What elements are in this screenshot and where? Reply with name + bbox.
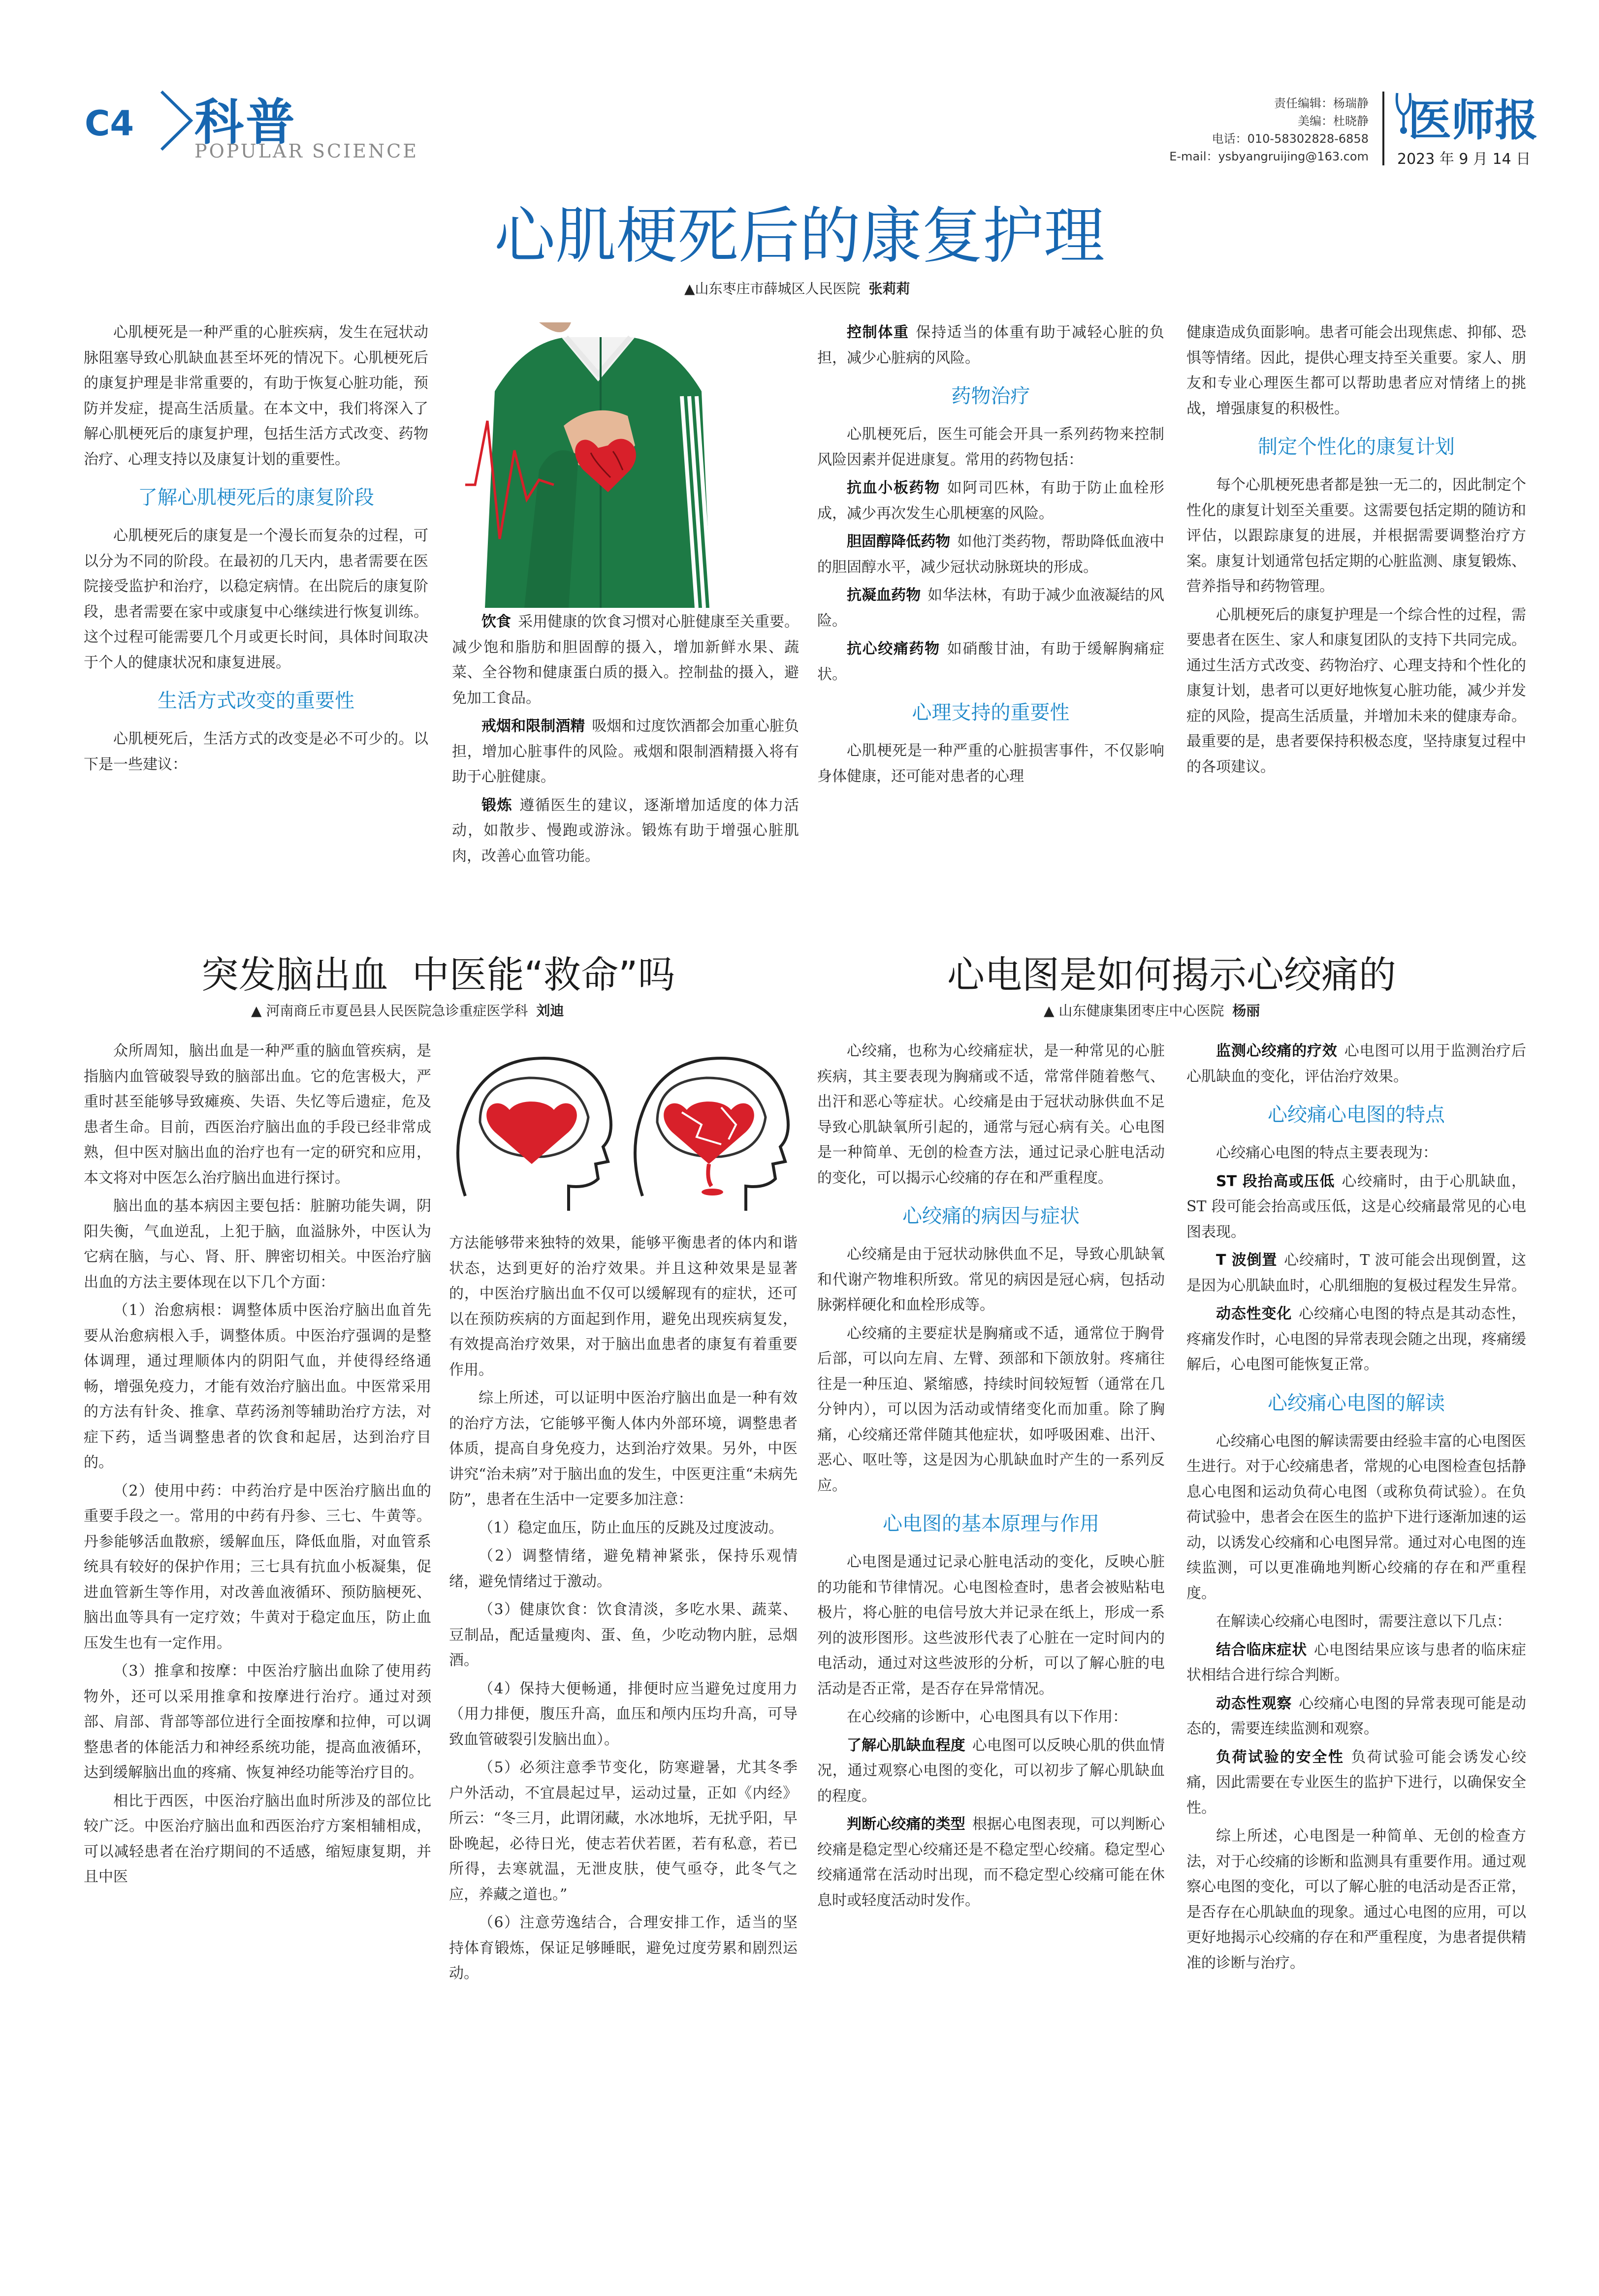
page-number: C4 (85, 103, 134, 144)
article1-col3 (817, 320, 1164, 792)
article3-col1 (817, 1038, 1165, 1916)
paragraph (1186, 602, 1526, 780)
article2-byline (251, 1000, 564, 1020)
paragraph-text: 吸烟和过度饮酒都会加重心脏负担，增加心脏事件的风险。戒烟和限制酒精摄入将有助于心脏健康。 (452, 718, 800, 786)
paragraph (1186, 1609, 1526, 1635)
article1-col4 (1186, 320, 1526, 783)
paragraph-text: 心肌梗死后的康复护理是一个综合性的过程，需要患者在医生、家人和康复团队的支持下共同完成。通过生活方式改变、药物治疗、心理支持和个性化的康复计划，患者可以更好地恢复心脏功能，减少并发症的风险，提高生活质量，并增加未来的健康寿命。最重要的是，患者要保持积极态度，坚持康复过程中的各项建议。 (1186, 606, 1526, 776)
paragraph-text: 心肌梗死是一种严重的心脏疾病，发生在冠状动脉阻塞导致心肌缺血甚至坏死的情况下。心肌梗死后的康复护理是非常重要的，有助于恢复心脏功能，预防并发症，提高生活质量。在本文中，我们将深入了解心肌梗死后的康复护理，包括生活方式改变、药物治疗、心理支持以及康复计划的重要性。 (84, 324, 428, 468)
paragraph-text: 心绞痛的主要症状是胸痛或不适，通常位于胸骨后部，可以向左肩、左臂、颈部和下颌放射。疼痛往往是一种压迫、紧缩感，持续时间较短暂（通常在几分钟内），可以因为活动或情绪变化而加重。除了胸痛，心绞痛还常伴随其他症状，如呼吸困难、出汗、恶心、呕吐等，这是因为心肌缺血时产生的一系列反应。 (817, 1324, 1165, 1494)
keyword: 结合临床症状 (1216, 1641, 1308, 1659)
paragraph (84, 320, 428, 472)
keyword: 饮食 (481, 613, 512, 630)
heart-attack-illustration (465, 322, 731, 608)
keyword: 负荷试验的安全性 (1216, 1748, 1344, 1766)
paragraph (1186, 1824, 1526, 1976)
subheading: 心理支持的重要性 (912, 701, 1070, 724)
keyword: 抗血小板药物 (847, 479, 940, 497)
chevron-right-icon (158, 89, 197, 153)
paragraph-text: 保持适当的体重有助于减轻心脏的负担，减少心脏病的风险。 (817, 324, 1165, 367)
paragraph (1186, 1140, 1526, 1166)
subheading: 心绞痛的病因与症状 (902, 1205, 1080, 1227)
paragraph (1186, 1637, 1526, 1688)
paragraph (817, 320, 1164, 371)
paragraph-text: （6）注意劳逸结合，合理安排工作，适当的坚持体育锻炼，保证足够睡眠，避免过度劳累和剧烈运动。 (449, 1914, 798, 1982)
paragraph (449, 1910, 798, 1986)
paragraph-text: （5）必须注意季节变化，防寒避暑，尤其冬季户外活动，不宜晨起过早，运动过量，正如《内经》所云：“冬三月，此谓闭藏，水冰地坼，无扰乎阳，早卧晚起，必待日光，使志若伏若匿，若有私意，若已所得，去寒就温，无泄皮肤，使气亟夺，此冬气之应，养藏之道也。” (449, 1759, 798, 1903)
paragraph (817, 1038, 1165, 1191)
paragraph (817, 422, 1164, 472)
article3-title: 心电图是如何揭示心绞痛的 (947, 953, 1396, 997)
paragraph (1186, 320, 1526, 421)
article2-author: 刘迪 (536, 1003, 564, 1019)
subheading: 制定个性化的康复计划 (1258, 436, 1455, 458)
paragraph (449, 1515, 798, 1541)
paragraph-text: （1）稳定血压，防止血压的反跳及过度波动。 (479, 1519, 784, 1537)
header-divider (1382, 92, 1384, 165)
article3-author: 杨丽 (1232, 1003, 1260, 1019)
paragraph-text: 心肌梗死后，生活方式的改变是必不可少的。以下是一些建议： (84, 730, 428, 773)
paragraph (817, 738, 1164, 789)
keyword: 抗凝血药物 (847, 587, 921, 604)
paragraph-text: 综上所述，心电图是一种简单、无创的检查方法，对于心绞痛的诊断和监测具有重要作用。通过观察心电图的变化，可以了解心脏的电活动是否正常，是否存在心肌缺血的现象。通过心电图的应用，可以更好地揭示心绞痛的存在和严重程度，为患者提供精准的诊断与治疗。 (1186, 1827, 1526, 1972)
subheading: 心绞痛心电图的解读 (1268, 1391, 1445, 1415)
paragraph (1186, 1691, 1526, 1742)
paragraph (817, 1242, 1165, 1318)
paragraph (449, 1755, 798, 1907)
paragraph (817, 636, 1164, 687)
paragraph (452, 793, 799, 869)
paragraph (817, 475, 1164, 526)
paragraph (84, 523, 428, 675)
paragraph-text: 心绞痛时，由于心肌缺血，ST 段可能会抬高或压低，这是心绞痛最常见的心电图表现。 (1186, 1172, 1527, 1241)
article1-author: 张莉莉 (868, 281, 910, 297)
paragraph-text: （4）保持大便畅通，排便时应当避免过度用力（用力排便，腹压升高，血压和颅内压均升高，可导致血管破裂引发脑出血）。 (449, 1680, 798, 1748)
subheading: 心绞痛心电图的特点 (1268, 1103, 1445, 1126)
paragraph-text: 相比于西医，中医治疗脑出血时所涉及的部位比较广泛。中医治疗脑出血和西医治疗方案相辅相成，可以减轻患者在治疗期间的不适感，缩短康复期，并且中医 (84, 1792, 431, 1886)
subheading: 心电图的基本原理与作用 (883, 1512, 1099, 1535)
brain-heart-illustration (446, 1038, 805, 1221)
paragraph-text: 方法能够带来独特的效果，能够平衡患者的体内和谐状态，达到更好的治疗效果。并且这种效果是显著的，中医治疗脑出血不仅可以缓解现有的症状，还可以在预防疾病的方面起到作用，避免出现疾病复发，有效提高治疗效果，对于脑出血患者的康复有着重要作用。 (449, 1234, 798, 1379)
paragraph (449, 1597, 798, 1673)
article2-col2 (449, 1230, 798, 1989)
keyword: 动态性变化 (1216, 1305, 1292, 1322)
article1-byline (684, 278, 910, 298)
section-title: 科普 (194, 94, 297, 151)
article2-byline-org: ▲ 河南商丘市夏邑县人民医院急诊重症医学科 (251, 1003, 528, 1019)
paragraph-text: 健康造成负面影响。患者可能会出现焦虑、抑郁、恐惧等情绪。因此，提供心理支持至关重要。家人、朋友和专业心理医生都可以帮助患者应对情绪上的挑战，增强康复的积极性。 (1186, 324, 1526, 417)
paragraph-text: 心绞痛心电图的解读需要由经验丰富的心电图医生进行。对于心绞痛患者，常规的心电图检查包括静息心电图和运动负荷心电图（或称负荷试验）。在负荷试验中，患者会在医生的监护下进行逐渐加速的运动，以诱发心绞痛和心电图异常。通过对心电图的连续监测，可以更准确地判断心绞痛的存在和严重程度。 (1186, 1432, 1526, 1602)
paragraph (1186, 1301, 1526, 1378)
paragraph-text: 心绞痛心电图的特点是其动态性，疼痛发作时，心电图的异常表现会随之出现，疼痛缓解后，心电图可能恢复正常。 (1186, 1305, 1527, 1373)
paragraph (84, 1194, 431, 1295)
paragraph-text: （3）健康饮食：饮食清淡，多吃水果、蔬菜、豆制品，配适量瘦肉、蛋、鱼，少吃动物内脏，忌烟酒。 (449, 1601, 798, 1669)
paragraph-text: 心电图可以反映心肌的供血情况，通过观察心电图的变化，可以初步了解心肌缺血的程度。 (817, 1736, 1165, 1805)
paragraph (817, 583, 1164, 633)
paragraph-text: 综上所述，可以证明中医治疗脑出血是一种有效的治疗方法，它能够平衡人体内外部环境，调整患者体质，提高自身免疫力，达到治疗效果。另外，中医讲究“治未病”对于脑出血的发生，中医更注重“未病先防”，患者在生活中一定要多加注意： (449, 1389, 798, 1508)
article2-col1 (84, 1038, 431, 1893)
article3-col2 (1186, 1038, 1526, 1979)
paragraph-text: 如华法林，有助于减少血液凝结的风险。 (817, 587, 1164, 629)
paragraph (449, 1543, 798, 1594)
keyword: 胆固醇降低药物 (847, 533, 951, 550)
paragraph (84, 726, 428, 777)
designer-name: 美编：杜晓静 (1298, 114, 1369, 128)
paragraph-text: 心肌梗死后，医生可能会开具一系列药物来控制风险因素并促进康复。常用的药物包括： (817, 426, 1164, 469)
keyword: 控制体重 (847, 324, 909, 341)
issue-date: 2023 年 9 月 14 日 (1397, 151, 1531, 168)
editor-name: 责任编辑：杨瑞静 (1274, 96, 1369, 110)
paragraph (817, 1812, 1165, 1913)
paragraph (1186, 472, 1526, 599)
paragraph (1186, 1745, 1526, 1821)
paragraph-text: 在解读心绞痛心电图时，需要注意以下几点： (1216, 1613, 1511, 1630)
paragraph-text: 众所周知，脑出血是一种严重的脑血管疾病，是指脑内血管破裂导致的脑部出血。它的危害极大，严重时甚至能够导致瘫痪、失语、失忆等后遗症，危及患者生命。目前，西医治疗脑出血的手段已经非常成熟，但中医对脑出血的治疗也有一定的研究和应用，本文将对中医怎么治疗脑出血进行探讨。 (84, 1042, 431, 1187)
paragraph-text: 根据心电图表现，可以判断心绞痛是稳定型心绞痛还是不稳定型心绞痛。稳定型心绞痛通常在活动时出现，而不稳定型心绞痛可能在休息时或轻度活动时发作。 (817, 1816, 1165, 1909)
paragraph (452, 714, 799, 790)
paragraph (1186, 1169, 1526, 1245)
paragraph-text: 负荷试验可能会诱发心绞痛，因此需要在专业医生的监护下进行，以确保安全性。 (1186, 1748, 1527, 1817)
paragraph-text: 心绞痛时，T 波可能会出现倒置，这是因为心肌缺血时，心肌细胞的复极过程发生异常。 (1186, 1252, 1526, 1294)
paragraph (817, 529, 1164, 580)
paragraph-text: 心绞痛，也称为心绞痛症状，是一种常见的心脏疾病，其主要表现为胸痛或不适，常常伴随着憋气、出汗和恶心等症状。心绞痛是由于冠状动脉供血不足导致心肌缺氧所引起的，通常与冠心病有关。心电图是一种简单、无创的检查方法，通过记录心脏电活动的变化，可以揭示心绞痛的存在和严重程度。 (817, 1042, 1165, 1187)
subheading: 生活方式改变的重要性 (158, 690, 354, 712)
article1-col2 (452, 609, 799, 872)
subheading: 了解心肌梗死后的康复阶段 (138, 486, 374, 509)
keyword: 锻炼 (481, 796, 513, 814)
paragraph-text: 心绞痛心电图的特点主要表现为： (1216, 1144, 1438, 1162)
paragraph (1186, 1429, 1526, 1606)
paragraph (449, 1385, 798, 1512)
keyword: ST 段抬高或压低 (1216, 1172, 1335, 1190)
article1-col1 (84, 320, 428, 780)
paragraph-text: （3）推拿和按摩：中医治疗脑出血除了使用药物外，还可以采用推拿和按摩进行治疗。通过对颈部、肩部、背部等部位进行全面按摩和拉伸，可以调整患者的体能活力和神经系统功能，提高血液循环，达到缓解脑出血的疼痛、恢复神经功能等治疗目的。 (84, 1663, 431, 1781)
paragraph (449, 1230, 798, 1383)
paragraph (452, 609, 799, 711)
keyword: 了解心肌缺血程度 (847, 1736, 965, 1754)
contact-phone: 电话：010-58302828-6858 (1212, 132, 1369, 146)
section-subtitle: POPULAR SCIENCE (194, 140, 418, 162)
paragraph-text: 心电图结果应该与患者的临床症状相结合进行综合判断。 (1186, 1641, 1527, 1684)
paragraph-text: 如他汀类药物，帮助降低血液中的胆固醇水平，减少冠状动脉斑块的形成。 (817, 533, 1165, 576)
paragraph-text: 在心绞痛的诊断中，心电图具有以下作用： (847, 1708, 1127, 1726)
paragraph (84, 1038, 431, 1191)
article1-byline-org: ▲山东枣庄市薛城区人民医院 (684, 281, 861, 297)
paragraph (84, 1478, 431, 1656)
paragraph-text: 每个心肌梗死患者都是独一无二的，因此制定个性化的康复计划至关重要。这需要包括定期的随访和评估，以跟踪康复的进展，并根据需要调整治疗方案。康复计划通常包括定期的心脏监测、康复锻炼、营养指导和药物管理。 (1186, 476, 1526, 595)
subheading: 药物治疗 (951, 385, 1030, 408)
paragraph (449, 1676, 798, 1753)
keyword: 动态性观察 (1216, 1695, 1292, 1712)
keyword: T 波倒置 (1216, 1252, 1278, 1269)
article3-byline (1044, 1000, 1260, 1020)
paper-name: 医师报 (1408, 95, 1538, 146)
paragraph (817, 1733, 1165, 1809)
editor-info (1132, 94, 1369, 165)
paragraph-text: （2）调整情绪，避免精神紧张，保持乐观情绪，避免情绪过于激动。 (449, 1547, 798, 1590)
paragraph (817, 1704, 1165, 1730)
paragraph (817, 1549, 1165, 1701)
paragraph-text: 遵循医生的建议，逐渐增加适度的体力活动，如散步、慢跑或游泳。锻炼有助于增强心脏肌肉，改善心血管功能。 (452, 796, 800, 865)
paragraph (817, 1321, 1165, 1499)
keyword: 判断心绞痛的类型 (847, 1816, 965, 1833)
keyword: 抗心绞痛药物 (847, 640, 940, 658)
paragraph-text: 心电图可以用于监测治疗后心肌缺血的变化，评估治疗效果。 (1186, 1042, 1527, 1085)
paragraph (84, 1789, 431, 1890)
article2-title: 突发脑出血 中医能“救命”吗 (201, 953, 675, 997)
paragraph-text: （1）治愈病根：调整体质中医治疗脑出血首先要从治愈病根入手，调整体质。中医治疗强调的是整体调理，通过理顺体内的阴阳气血，并使得经络通畅，增强免疫力，才能有效治疗脑出血。中医常采用的方法有针灸、推拿、草药汤剂等辅助治疗方法，对症下药，适当调整患者的饮食和起居，达到治疗目的。 (84, 1302, 431, 1471)
paragraph-text: 心绞痛心电图的异常表现可能是动态的，需要连续监测和观察。 (1186, 1695, 1527, 1737)
contact-email: E-mail：ysbyangruijing@163.com (1169, 150, 1369, 163)
paragraph-text: 采用健康的饮食习惯对心脏健康至关重要。减少饱和脂肪和胆固醇的摄入，增加新鲜水果、蔬菜、全谷物和健康蛋白质的摄入。控制盐的摄入，避免加工食品。 (452, 613, 800, 707)
paragraph (1186, 1248, 1526, 1298)
paragraph (84, 1298, 431, 1476)
keyword: 戒烟和限制酒精 (481, 718, 585, 735)
paragraph-text: 脑出血的基本病因主要包括：脏腑功能失调，阴阳失衡，气血逆乱，上犯于脑，血溢脉外，中医认为它病在脑，与心、肾、肝、脾密切相关。中医治疗脑出血的方法主要体现在以下几个方面： (84, 1197, 431, 1291)
article3-byline-org: ▲ 山东健康集团枣庄中心医院 (1044, 1003, 1224, 1019)
paragraph-text: 如阿司匹林，有助于防止血栓形成，减少再次发生心肌梗塞的风险。 (817, 479, 1165, 522)
keyword: 监测心绞痛的疗效 (1216, 1042, 1338, 1060)
paragraph-text: 心肌梗死后的康复是一个漫长而复杂的过程，可以分为不同的阶段。在最初的几天内，患者需要在医院接受监护和治疗，以稳定病情。在出院后的康复阶段，患者需要在家中或康复中心继续进行恢复训练。这个过程可能需要几个月或更长时间，具体时间取决于个人的健康状况和康复进展。 (84, 527, 428, 671)
paragraph-text: （2）使用中药：中药治疗是中医治疗脑出血的重要手段之一。常用的中药有丹参、三七、牛黄等。丹参能够活血散瘀，缓解血压，降低血脂，对血管系统具有较好的保护作用；三七具有抗血小板凝集，促进血管新生等作用，对改善血液循环、预防脑梗死、脑出血等具有一定疗效；牛黄对于稳定血压，防止血压发生也有一定作用。 (84, 1482, 431, 1652)
paragraph-text: 心电图是通过记录心脏电活动的变化，反映心脏的功能和节律情况。心电图检查时，患者会被贴粘电极片，将心脏的电信号放大并记录在纸上，形成一系列的波形图形。这些波形代表了心脏在一定时间内的电活动，通过对这些波形的分析，可以了解心脏的电活动是否正常，是否存在异常情况。 (817, 1553, 1165, 1698)
paragraph (1186, 1038, 1526, 1089)
paragraph-text: 心肌梗死是一种严重的心脏损害事件，不仅影响身体健康，还可能对患者的心理 (817, 742, 1164, 785)
article1-title: 心肌梗死后的康复护理 (494, 201, 1105, 272)
paragraph-text: 如硝酸甘油，有助于缓解胸痛症状。 (817, 640, 1165, 683)
paragraph-text: 心绞痛是由于冠状动脉供血不足，导致心肌缺氧和代谢产物堆积所致。常见的病因是冠心病，包括动脉粥样硬化和血栓形成等。 (817, 1246, 1165, 1314)
paragraph (84, 1659, 431, 1786)
